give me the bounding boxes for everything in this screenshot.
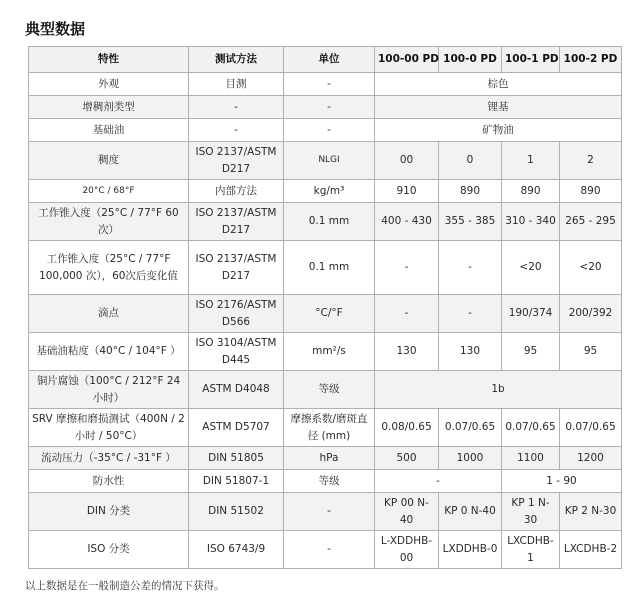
cell-method: 内部方法 <box>189 180 284 203</box>
cell-unit: °C/°F <box>284 295 375 333</box>
table-row <box>29 142 622 180</box>
table-row <box>29 73 622 96</box>
cell-value-100-00: L-XDDHB-00 <box>375 531 439 569</box>
cell-property: DIN 分类 <box>29 493 189 531</box>
cell-value-100-1: <20 <box>502 241 560 295</box>
cell-method: DIN 51805 <box>189 447 284 470</box>
cell-value-100-0: LXDDHB-0 <box>439 531 502 569</box>
cell-unit: mm²/s <box>284 333 375 371</box>
cell-value-all: 1b <box>375 371 622 409</box>
table-row <box>29 447 622 470</box>
cell-property: 工作锥入度（25°C / 77°F 60次） <box>29 203 189 241</box>
cell-unit: 等级 <box>284 371 375 409</box>
cell-property: 铜片腐蚀（100°C / 212°F 24小时） <box>29 371 189 409</box>
table-row <box>29 96 622 119</box>
cell-value-100-00: - <box>375 295 439 333</box>
cell-property: 稠度 <box>29 142 189 180</box>
cell-method: ISO 2137/ASTM D217 <box>189 142 284 180</box>
cell-value-100-0: - <box>439 241 502 295</box>
footnote: 以上数据是在一般制造公差的情况下获得。 <box>25 580 225 592</box>
cell-unit: 等级 <box>284 470 375 493</box>
cell-method: ASTM D4048 <box>189 371 284 409</box>
header-property: 特性 <box>29 47 189 73</box>
cell-property: 增稠剂类型 <box>29 96 189 119</box>
header-test-method: 测试方法 <box>189 47 284 73</box>
cell-value-100-00: 500 <box>375 447 439 470</box>
cell-method: ASTM D5707 <box>189 409 284 447</box>
cell-method: ISO 2137/ASTM D217 <box>189 203 284 241</box>
cell-unit: - <box>284 119 375 142</box>
cell-value-100-2: KP 2 N-30 <box>560 493 622 531</box>
cell-value-100-00: 910 <box>375 180 439 203</box>
cell-method: ISO 2176/ASTM D566 <box>189 295 284 333</box>
cell-method: ISO 2137/ASTM D217 <box>189 241 284 295</box>
cell-method: - <box>189 119 284 142</box>
cell-value-100-00: 0.08/0.65 <box>375 409 439 447</box>
table-row <box>29 493 622 531</box>
cell-value-100-2: 200/392 <box>560 295 622 333</box>
cell-value-100-00: 130 <box>375 333 439 371</box>
cell-unit: hPa <box>284 447 375 470</box>
cell-value-100-2: LXCDHB-2 <box>560 531 622 569</box>
cell-value-100-2: 95 <box>560 333 622 371</box>
table-row <box>29 180 622 203</box>
cell-property: 基础油粘度（40°C / 104°F ） <box>29 333 189 371</box>
cell-property: 流动压力（-35°C / -31°F ） <box>29 447 189 470</box>
cell-unit: 0.1 mm <box>284 241 375 295</box>
cell-unit: - <box>284 493 375 531</box>
cell-property: 外观 <box>29 73 189 96</box>
cell-property: 工作锥入度（25°C / 77°F 100,000 次），60次后变化值 <box>29 241 189 295</box>
cell-property: ISO 分类 <box>29 531 189 569</box>
header-grade-100-0: 100-0 PD <box>439 47 502 73</box>
table-row <box>29 203 622 241</box>
cell-value-100-2: 265 - 295 <box>560 203 622 241</box>
cell-value-100-00: - <box>375 241 439 295</box>
cell-unit: 摩擦系数/磨斑直径 (mm) <box>284 409 375 447</box>
cell-value-100-1: 190/374 <box>502 295 560 333</box>
cell-value-100-1: KP 1 N-30 <box>502 493 560 531</box>
cell-method: DIN 51502 <box>189 493 284 531</box>
cell-value-100-0: 1000 <box>439 447 502 470</box>
cell-value-100-0: - <box>439 295 502 333</box>
cell-unit: - <box>284 73 375 96</box>
cell-value-100-0: 130 <box>439 333 502 371</box>
cell-property: SRV 摩擦和磨损测试（400N / 2 小时 / 50°C） <box>29 409 189 447</box>
cell-value-100-2: 0.07/0.65 <box>560 409 622 447</box>
table-header-row <box>29 47 622 73</box>
cell-value-100-0: 0.07/0.65 <box>439 409 502 447</box>
cell-method: - <box>189 96 284 119</box>
header-grade-100-00: 100-00 PD <box>375 47 439 73</box>
cell-property: 基础油 <box>29 119 189 142</box>
table-row <box>29 333 622 371</box>
cell-value-100-2: <20 <box>560 241 622 295</box>
cell-value-all: 棕色 <box>375 73 622 96</box>
cell-value-100-00: 400 - 430 <box>375 203 439 241</box>
cell-value-100-0: 890 <box>439 180 502 203</box>
cell-property: 滴点 <box>29 295 189 333</box>
table-row <box>29 241 622 295</box>
cell-unit: - <box>284 531 375 569</box>
cell-method: ISO 3104/ASTM D445 <box>189 333 284 371</box>
cell-value-all: 矿物油 <box>375 119 622 142</box>
cell-value-100-1: LXCDHB-1 <box>502 531 560 569</box>
cell-value-100-1-100-2: 1 - 90 <box>502 470 622 493</box>
page-title: 典型数据 <box>25 20 86 38</box>
cell-value-100-1: 1100 <box>502 447 560 470</box>
cell-value-100-00-100-0: - <box>375 470 502 493</box>
cell-unit: kg/m³ <box>284 180 375 203</box>
table-row <box>29 119 622 142</box>
table-row <box>29 371 622 409</box>
cell-unit: NLGI <box>284 142 375 180</box>
cell-value-100-00: KP 00 N-40 <box>375 493 439 531</box>
header-unit: 单位 <box>284 47 375 73</box>
header-grade-100-2: 100-2 PD <box>560 47 622 73</box>
cell-method: ISO 6743/9 <box>189 531 284 569</box>
cell-value-100-1: 95 <box>502 333 560 371</box>
cell-property: 20°C / 68°F <box>29 180 189 203</box>
cell-method: 目测 <box>189 73 284 96</box>
cell-value-100-2: 1200 <box>560 447 622 470</box>
cell-value-100-1: 890 <box>502 180 560 203</box>
header-grade-100-1: 100-1 PD <box>502 47 560 73</box>
cell-value-100-0: 0 <box>439 142 502 180</box>
cell-value-100-1: 0.07/0.65 <box>502 409 560 447</box>
cell-method: DIN 51807-1 <box>189 470 284 493</box>
cell-value-100-2: 2 <box>560 142 622 180</box>
table-row <box>29 470 622 493</box>
cell-value-100-2: 890 <box>560 180 622 203</box>
table-row <box>29 409 622 447</box>
cell-unit: 0.1 mm <box>284 203 375 241</box>
typical-data-table <box>28 46 622 569</box>
table-row <box>29 295 622 333</box>
cell-value-100-0: 355 - 385 <box>439 203 502 241</box>
cell-value-100-1: 1 <box>502 142 560 180</box>
cell-property: 防水性 <box>29 470 189 493</box>
cell-value-100-1: 310 - 340 <box>502 203 560 241</box>
table-row <box>29 531 622 569</box>
cell-unit: - <box>284 96 375 119</box>
cell-value-100-0: KP 0 N-40 <box>439 493 502 531</box>
cell-value-100-00: 00 <box>375 142 439 180</box>
cell-value-all: 锂基 <box>375 96 622 119</box>
